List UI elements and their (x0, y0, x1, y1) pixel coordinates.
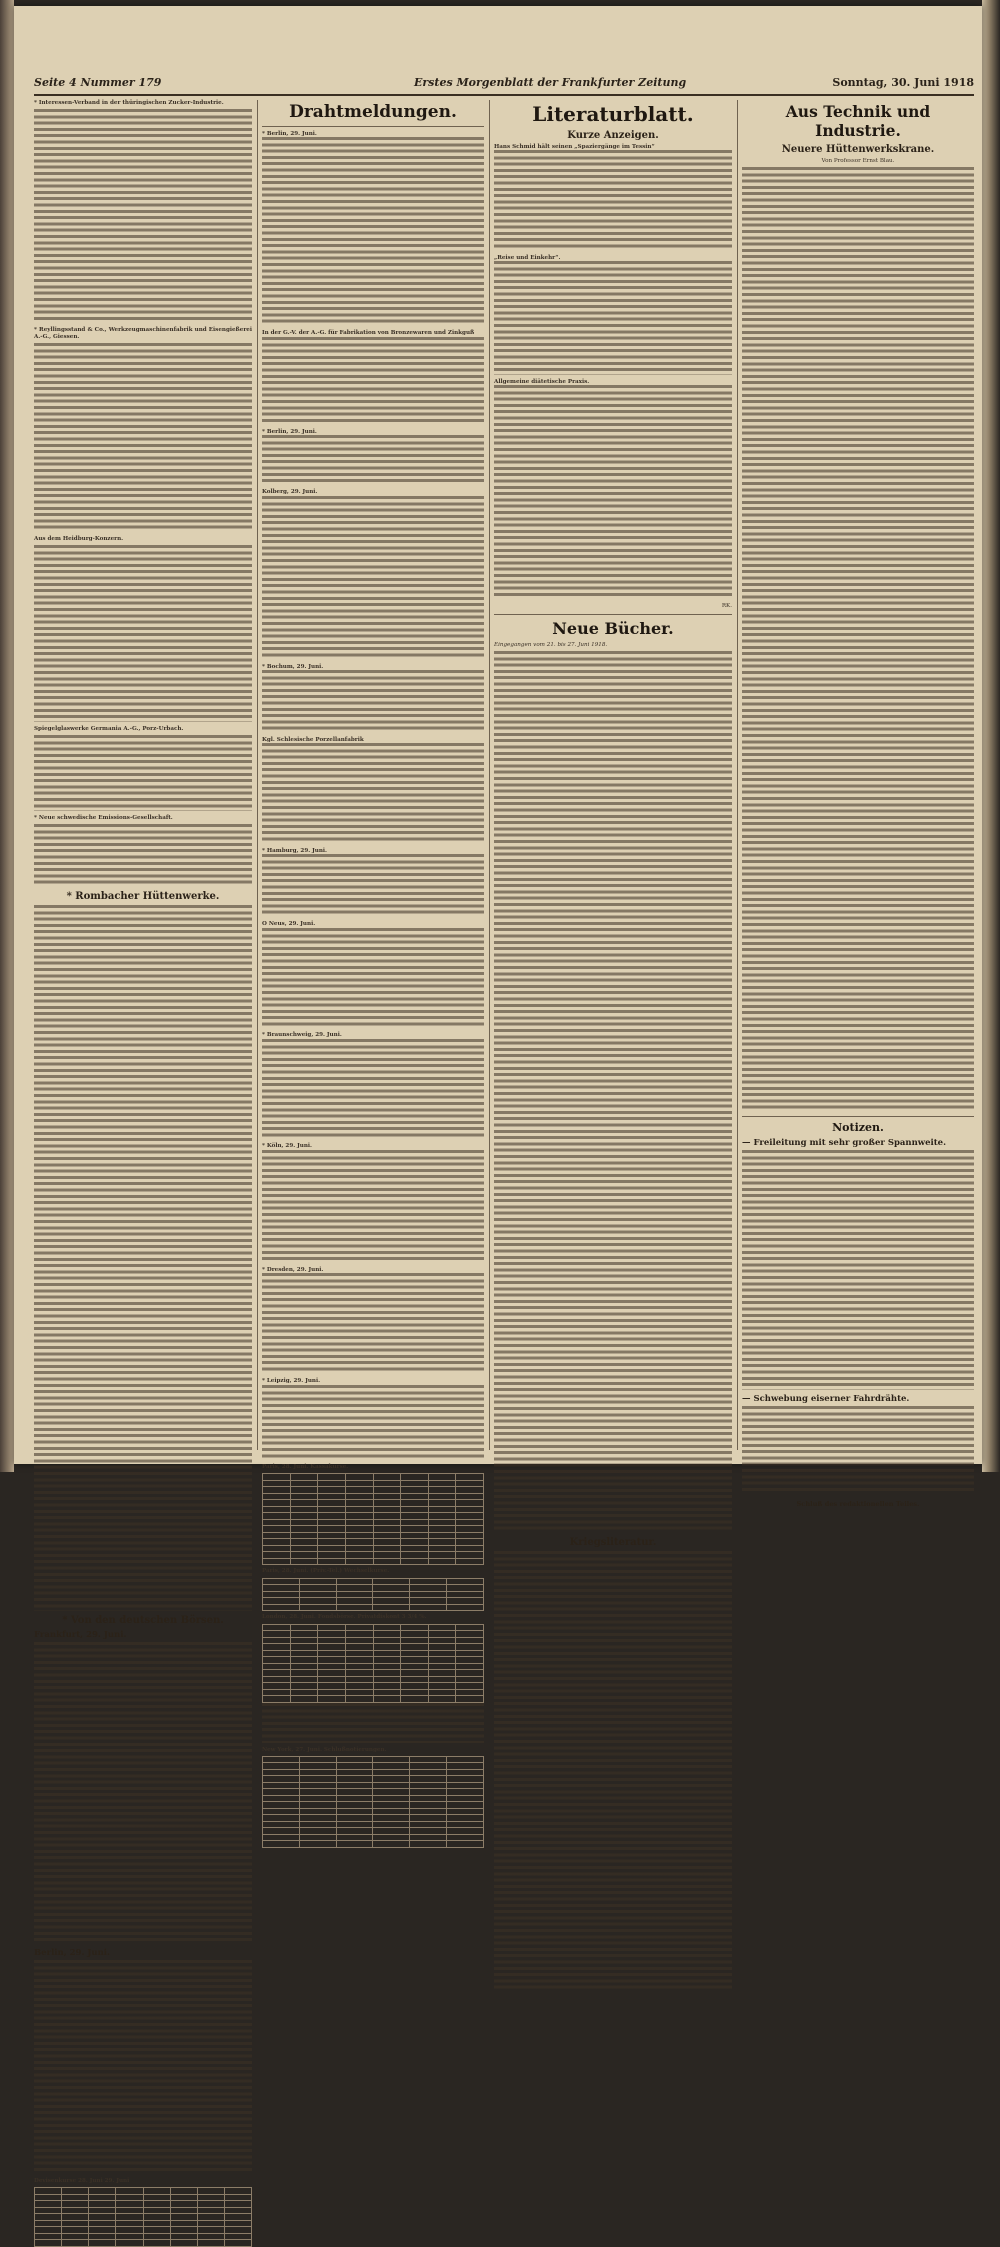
wire-paragraph-body (262, 1039, 484, 1140)
paris-wechsel-title: Paris, 28. Juni. (Priv.-Tel.) Wechselkurse. (262, 1568, 390, 1575)
wire-paragraph-lead: * Braunschweig, 29. Juni. (262, 1032, 342, 1039)
new-books-list (494, 651, 732, 1533)
wire-paragraph-lead: In der G.-V. der A.-G. für Fabrikation von Bronzewaren und Zinkguß (262, 330, 475, 337)
wire-paragraph-body (262, 137, 484, 326)
economy-section-title: * Neue schwedische Emissions-Gesellschaft. (34, 814, 173, 821)
header-page-number: Seite 4 Nummer 179 (34, 76, 162, 89)
berlin-article (34, 1960, 252, 2174)
column-technology (742, 100, 974, 1508)
war-literature-list (494, 1551, 732, 1992)
paris-wechselkurse-table (262, 1578, 484, 1612)
wire-paragraph-body (262, 854, 484, 917)
boersen-heading: * Von den deutschen Börsen. (62, 1614, 224, 1626)
berlin-lead: Berlin, 29. Juni. (34, 1947, 110, 1958)
wire-paragraph-lead: * Berlin, 29. Juni. (262, 428, 317, 435)
book-binding (0, 0, 14, 1472)
column-divider (489, 100, 490, 1450)
wire-paragraph-lead: * Hamburg, 29. Juni. (262, 847, 327, 854)
technology-subtitle: Neuere Hüttenwerkskrane. (781, 144, 935, 155)
wire-paragraph-body (262, 743, 484, 844)
rombach-article (34, 905, 252, 1611)
page-header (34, 76, 974, 94)
wire-paragraph-body (262, 337, 484, 425)
new-books-intro: Eingegangen vom 21. bis 27. Juni 1918. (494, 641, 608, 648)
header-rule (34, 94, 974, 96)
wire-paragraph-lead: * Berlin, 29. Juni. (262, 131, 317, 137)
review-lead: „Reise und Einkehr“. (494, 255, 561, 262)
section-rule (494, 614, 732, 615)
review-signature: RK. (721, 603, 732, 610)
technology-author: Von Professor Ernst Blau. (821, 158, 895, 164)
frankfurt-article (34, 1642, 252, 1944)
wire-paragraphs (262, 131, 484, 1460)
london-table-title: London, 28. Juni. Fondsbörse. Privatdiskont 3 3/4 %. (262, 1614, 427, 1621)
title-rule (262, 126, 484, 127)
paris-kassakurse-table (262, 1473, 484, 1565)
note-1-body (742, 1150, 974, 1389)
column-wire-reports (262, 100, 484, 1753)
wire-paragraph-body (262, 435, 484, 485)
section-rule (742, 1116, 974, 1117)
header-masthead: Erstes Morgenblatt der Frankfurter Zeitung (414, 76, 687, 89)
paris-table-title: Paris, 28. Juni. Kassakurse. (262, 1464, 349, 1471)
header-date: Sonntag, 30. Juni 1918 (832, 76, 974, 89)
wire-paragraph-body (262, 496, 484, 660)
review-lead: Hans Schmid hält seinen „Spaziergänge im Tessin“ (494, 144, 655, 150)
editorial-end-notice: Schluß des redaktionellen Teiles. (796, 1499, 920, 1508)
devisen-table-title: Devisenkurse 28. Juni 29. Juni (34, 2178, 130, 2185)
rombach-heading: * Rombacher Hüttenwerke. (66, 890, 220, 902)
rio-paragraph (262, 1703, 484, 1743)
technology-article (742, 167, 974, 1112)
column-divider (257, 100, 258, 1450)
newspaper-page (14, 6, 982, 2185)
literature-subtitle: Kurze Anzeigen. (567, 130, 659, 141)
economy-section-body (34, 545, 252, 721)
london-table (262, 1624, 484, 1703)
economy-section-title: Aus dem Heidburg-Konzern. (34, 536, 124, 543)
wire-paragraph-lead: * Bochum, 29. Juni. (262, 663, 324, 670)
review-body (494, 150, 732, 251)
new-books-title: Neue Bücher. (552, 618, 674, 638)
column-divider (737, 100, 738, 1450)
wire-reports-title: Drahtmeldungen. (289, 102, 457, 122)
wire-paragraph-body (262, 670, 484, 733)
newyork-table-title: New York, 27. Juni. Schlußnotierungen. (262, 1746, 387, 1753)
notes-heading: Notizen. (832, 1121, 884, 1135)
economy-section-body (34, 109, 252, 323)
note-2-body (742, 1406, 974, 1494)
column-literature (494, 100, 732, 1548)
newyork-table (262, 1756, 484, 1848)
note-1-title: — Freileitung mit sehr großer Spannweite. (742, 1138, 947, 1149)
wire-paragraph-body (262, 928, 484, 1029)
wire-paragraph-body (262, 1150, 484, 1263)
review-lead: Allgemeine diätetische Praxis. (494, 378, 590, 385)
frankfurt-lead: Frankfurt, 29. Juni. (34, 1629, 127, 1640)
wire-paragraph-lead: * Dresden, 29. Juni. (262, 1267, 324, 1274)
economy-sections (34, 100, 252, 887)
wire-paragraph-lead: Kolberg, 29. Juni. (262, 489, 318, 496)
review-body (494, 385, 732, 599)
devisen-table (34, 2187, 252, 2247)
column-economy (34, 100, 252, 2185)
economy-section-body (34, 824, 252, 887)
literature-title: Literaturblatt. (532, 102, 694, 126)
economy-section-body (34, 735, 252, 811)
wire-paragraph-lead: Kgl. Schlesische Porzellanfabrik (262, 736, 364, 743)
wire-paragraph-lead: O Neus, 29. Juni. (262, 921, 316, 928)
economy-section-title: * Reyllingsstand & Co., Werkzeugmaschinenfabrik und Eisengießerei A.-G., Giessen. (34, 327, 252, 340)
wire-paragraph-lead: * Leipzig, 29. Juni. (262, 1378, 321, 1385)
note-2-title: — Schwebung eiserner Fahrdrähte. (742, 1393, 910, 1404)
wire-paragraph-body (262, 1385, 484, 1461)
review-body (494, 261, 732, 374)
page-edge (982, 0, 1000, 1472)
economy-section-body (34, 343, 252, 532)
economy-section-title: Spiegelglaswerke Germania A.-G., Porz-Urbach. (34, 725, 184, 732)
technology-title: Aus Technik und Industrie. (785, 102, 931, 140)
wire-paragraph-lead: * Köln, 29. Juni. (262, 1143, 312, 1150)
war-literature-heading: Kriegsliteratur. (569, 1536, 657, 1548)
literature-reviews (494, 144, 732, 599)
economy-section-title: * Interessen-Verband in der thüringischen Zucker-Industrie. (34, 100, 224, 106)
wire-paragraph-body (262, 1273, 484, 1374)
